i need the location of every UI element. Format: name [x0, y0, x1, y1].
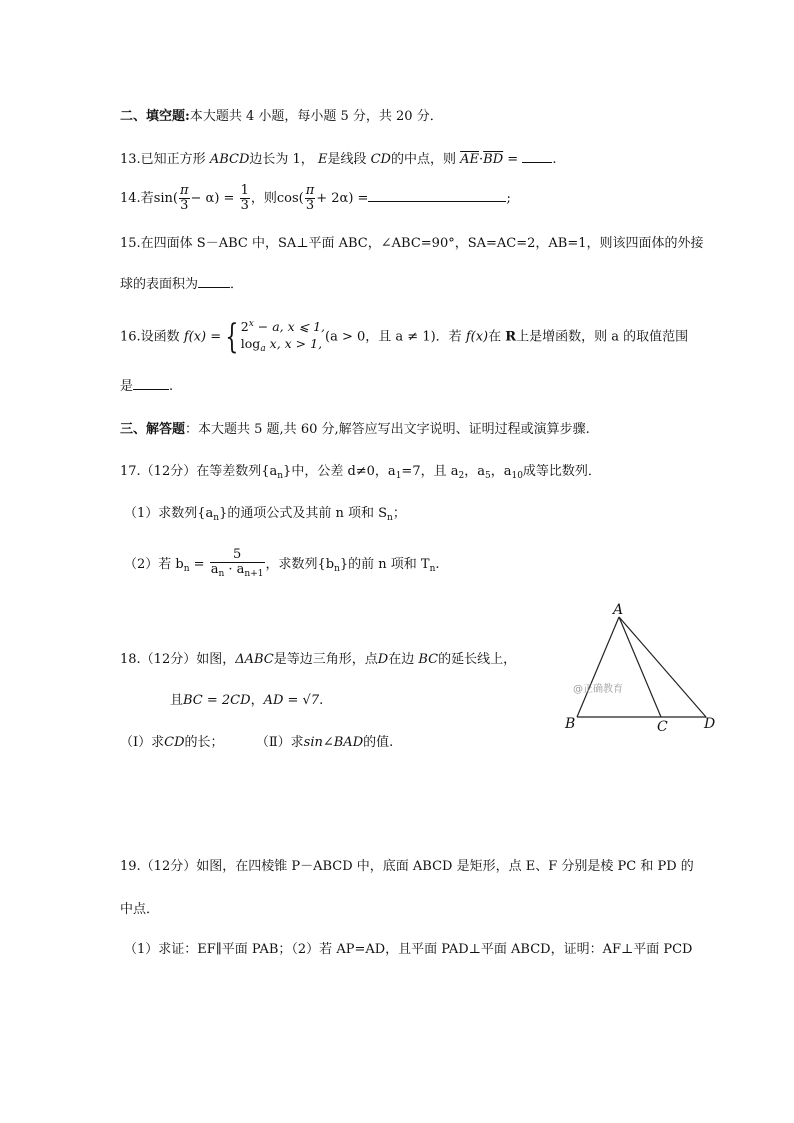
- section-3-description: ：本大题共 5 题,共 60 分,解答应写出文字说明、证明过程或演算步骤.: [185, 422, 590, 437]
- q17-p2-sub-4: n: [429, 564, 436, 574]
- q17-p1-text-2: }的通项公式及其前 n 项和 S: [219, 506, 388, 521]
- q16-brace: {: [225, 317, 239, 357]
- q14-fraction-pi-3: [179, 184, 190, 213]
- q13-text-2: 边长为 1，: [249, 152, 314, 167]
- question-15-line-2: [120, 278, 243, 291]
- q18-triangle-figure: [560, 600, 730, 740]
- q18-p1-text-2: 的长；: [184, 735, 224, 750]
- q18-bc-eq: BC = 2CD: [183, 693, 251, 708]
- q13-dot: ·: [479, 152, 484, 167]
- q17-sub-10: 10: [511, 471, 523, 481]
- q14-cos: cos(: [276, 191, 304, 206]
- q17-fraction-den: [210, 563, 265, 581]
- q17-text-5: ，a: [490, 464, 512, 479]
- q13-text-4: 的中点，则: [390, 152, 456, 167]
- q16-case-1: [241, 316, 325, 335]
- label-b: B: [565, 716, 576, 732]
- q13-abcd: ABCD: [209, 152, 250, 167]
- q18-text-2: 是等边三角形，点: [273, 652, 378, 667]
- question-18-stem: [120, 653, 516, 666]
- q16-text-4: 是: [120, 379, 134, 394]
- q17-text-2: }中，公差 d≠0，a: [283, 464, 396, 479]
- q16-text: 16.设函数: [120, 329, 180, 345]
- q14-minus-alpha: − α) =: [190, 191, 235, 206]
- q15-end: ．: [230, 277, 244, 292]
- question-19-line-2: 中点．: [120, 902, 160, 917]
- question-17-part-2: [124, 548, 440, 581]
- q13-vector-ae: $\overline{AE}$: [460, 152, 480, 167]
- q16-text-3: 上是增函数，则 a 的取值范围: [516, 329, 689, 345]
- q14-three-3: 3: [305, 198, 315, 213]
- q17-p2-text: （2）若 b: [124, 557, 184, 572]
- q14-three-2: 3: [240, 198, 249, 213]
- q16-condition: (a > 0，且 a ≠ 1)．若: [325, 329, 462, 345]
- q16-case-2-rest: x, x > 1,: [265, 336, 323, 351]
- q14-text-2: ，则: [250, 191, 277, 206]
- q18-comma: ，: [250, 693, 264, 708]
- question-17-part-1: [124, 507, 406, 523]
- q18-text: 18.（12分）如图，: [120, 652, 236, 667]
- q18-period: .: [319, 693, 324, 708]
- q18-p1-cd: CD: [164, 735, 185, 750]
- q17-den-dot: · a: [224, 562, 245, 577]
- q17-fraction: [210, 548, 265, 581]
- q18-d: D: [377, 652, 389, 667]
- q16-case-2-base: a: [260, 344, 266, 354]
- q13-answer-blank[interactable]: [522, 162, 552, 163]
- q16-fx: f(x) =: [183, 329, 222, 345]
- q16-answer-blank[interactable]: [133, 389, 169, 390]
- question-18-parts: [120, 736, 393, 749]
- label-c: C: [657, 719, 668, 735]
- q16-case-2: [241, 335, 325, 358]
- q17-text: 17.（12分）在等差数列{a: [120, 464, 278, 479]
- q13-equals: =: [507, 152, 519, 167]
- q17-p1-sub: n: [213, 513, 220, 523]
- q18-p2-text: （Ⅱ）求: [255, 735, 304, 750]
- q17-sub-n: n: [277, 471, 284, 481]
- q15-answer-blank[interactable]: [198, 287, 230, 288]
- question-19-line-1: 19.（12分）如图，在四棱锥 P－ABCD 中，底面 ABCD 是矩形，点 E、F 分别是棱 PC 和 PD 的: [120, 859, 694, 874]
- section-2-heading: [120, 110, 443, 123]
- q17-den-sub-n1: n+1: [244, 569, 264, 579]
- q15-text: 球的表面积为: [120, 277, 199, 292]
- q14-sin: sin(: [153, 191, 178, 206]
- watermark: @正确教育: [573, 684, 623, 695]
- q13-vector-bd: $\overline{BD}$: [483, 152, 504, 167]
- q18-ad-eq: AD = √7: [263, 693, 320, 708]
- q17-p2-end: .: [435, 557, 440, 572]
- q17-p2-eq: =: [189, 557, 205, 572]
- q16-fx-2: f(x): [465, 329, 489, 345]
- q17-text-4: ，a: [464, 464, 485, 479]
- q13-e: E: [317, 152, 328, 167]
- label-a: A: [613, 602, 624, 618]
- question-14: [120, 184, 511, 213]
- question-13: [120, 153, 556, 166]
- q13-text: 13.已知正方形: [120, 152, 206, 167]
- q14-plus-2alpha: + 2α) =: [316, 191, 369, 206]
- q17-den-sub-n: n: [218, 569, 225, 579]
- q17-p2-sub: n: [183, 564, 190, 574]
- q18-p1-text: （Ⅰ）求: [120, 735, 165, 750]
- q14-pi: π: [179, 183, 189, 198]
- question-16-line-2: [120, 380, 173, 393]
- q18-p2-text-2: 的值.: [363, 735, 394, 750]
- q18-text-3: 在边: [388, 652, 415, 667]
- q17-sub-2: 2: [458, 471, 465, 481]
- q17-p1-text: （1）求数列{a: [124, 506, 214, 521]
- q14-end: ;: [506, 191, 511, 206]
- q16-case-2-log: log: [240, 336, 261, 351]
- q16-text-2: 在: [488, 329, 502, 345]
- q13-text-3: 是线段: [327, 152, 367, 167]
- question-18-condition: [170, 694, 323, 707]
- q16-case-1-exp: x: [248, 319, 254, 329]
- q16-case-1-base: 2: [240, 319, 249, 334]
- q17-p1-text-3: ；: [392, 506, 406, 521]
- question-17-stem: [120, 465, 601, 481]
- q17-den-a: a: [210, 562, 219, 577]
- question-15-line-1: 15.在四面体 S－ABC 中，SA⊥平面 ABC，∠ABC=90°，SA=AC=2，AB=1，则该四面体的外接: [120, 236, 704, 251]
- q13-cd: CD: [370, 152, 391, 167]
- q18-bc: BC: [418, 652, 439, 667]
- q14-three: 3: [180, 198, 189, 213]
- q17-text-6: 成等比数列．: [522, 464, 601, 479]
- section-3-heading: [120, 423, 590, 436]
- q18-text-4: 的延长线上，: [438, 652, 517, 667]
- q16-r: R: [505, 329, 517, 345]
- label-d: D: [704, 716, 716, 732]
- q17-text-3: =7，且 a: [401, 464, 459, 479]
- q13-end: .: [552, 152, 557, 167]
- q16-case-1-rest: − a, x ⩽ 1,: [253, 319, 326, 334]
- section-3-title: 三、解答题: [120, 422, 186, 437]
- q14-fraction-pi-3b: [305, 184, 316, 213]
- q16-end: .: [169, 379, 174, 394]
- q14-one: 1: [240, 183, 249, 198]
- question-19-parts: （1）求证：EF∥平面 PAB；（2）若 AP=AD，且平面 PAD⊥平面 ABCD，证明：AF⊥平面 PCD: [124, 942, 693, 957]
- q17-sub-1: 1: [395, 471, 402, 481]
- q18-cond-text: 且: [170, 693, 184, 708]
- question-16: [120, 316, 688, 358]
- q14-text: 14.若: [120, 191, 154, 206]
- q17-p2-text-3: }的前 n 项和 T: [339, 557, 430, 572]
- segment-ad: [619, 617, 706, 717]
- segment-ab: [577, 617, 619, 717]
- q17-p1-sub-2: n: [387, 513, 393, 523]
- q17-sub-5: 5: [484, 471, 491, 481]
- q17-p2-sub-3: n: [334, 564, 340, 574]
- section-2-description: 本大题共 4 小题，每小题 5 分，共 20 分．: [189, 109, 443, 124]
- section-2-title: 二、填空题:: [120, 109, 190, 124]
- q14-answer-blank[interactable]: [368, 201, 506, 202]
- q14-pi-2: π: [305, 183, 315, 198]
- q18-triangle: ΔABC: [235, 652, 274, 667]
- q18-p2-sin: sin∠BAD: [303, 735, 364, 750]
- q14-fraction-1-3: [240, 184, 250, 213]
- q17-fraction-num: 5: [210, 548, 265, 563]
- segment-ac: [619, 617, 661, 717]
- q17-p2-text-2: ，求数列{b: [265, 557, 335, 572]
- q16-piecewise: [241, 316, 325, 358]
